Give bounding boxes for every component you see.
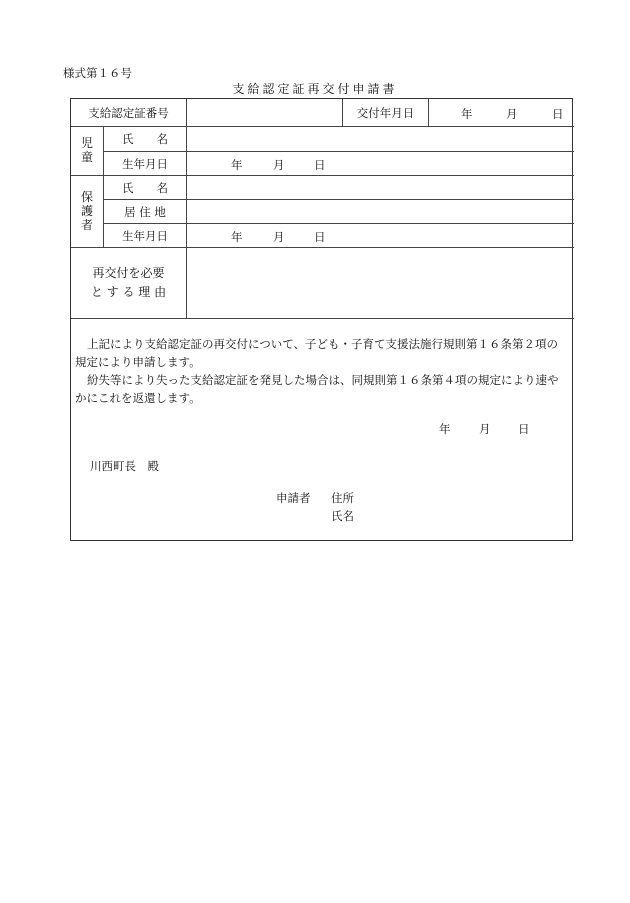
cert-number-field[interactable] [187, 99, 342, 126]
guardian-char: 者 [80, 218, 93, 232]
reason-label-line: 再交付を必要 [92, 266, 165, 280]
month-label: 月 [273, 230, 285, 244]
row-divider [71, 318, 574, 319]
submission-year: 年 [439, 422, 451, 436]
submission-month: 月 [479, 422, 491, 436]
year-label: 年 [231, 230, 243, 244]
guardian-group-label [71, 190, 103, 232]
guardian-residence-field[interactable] [187, 200, 574, 223]
child-birthdate-field[interactable] [187, 152, 574, 175]
month-label: 月 [506, 107, 518, 121]
day-label: 日 [552, 107, 564, 121]
form-number: 様式第１６号 [63, 66, 132, 80]
guardian-char: 護 [80, 204, 93, 218]
year-label: 年 [461, 107, 473, 121]
guardian-name-field[interactable] [187, 176, 574, 199]
guardian-birthdate-label: 生年月日 [122, 228, 168, 243]
day-label: 日 [314, 158, 326, 172]
declaration-text [75, 335, 568, 407]
declaration-paragraph: 上記により支給認定証の再交付について、子ども・子育て支援法施行規則第１６条第２項の規定により申請します。 [75, 337, 559, 369]
child-name-field[interactable] [187, 127, 574, 151]
reason-label-line: と す る 理 由 [90, 285, 167, 299]
guardian-name-label: 氏 名 [122, 180, 168, 195]
reason-field[interactable] [187, 248, 574, 318]
child-group-label [71, 136, 103, 164]
day-label: 日 [314, 230, 326, 244]
guardian-char: 保 [80, 190, 93, 204]
month-label: 月 [273, 158, 285, 172]
submission-day: 日 [518, 422, 530, 436]
child-char: 童 [80, 150, 93, 164]
applicant-address-label: 住所 [331, 491, 354, 505]
child-birthdate-label: 生年月日 [122, 156, 168, 171]
application-form [70, 98, 573, 541]
reason-label [71, 248, 186, 318]
applicant-label: 申請者 [276, 491, 311, 505]
child-name-label: 氏 名 [122, 132, 168, 146]
cert-number-label: 支給認定証番号 [88, 105, 169, 120]
guardian-residence-label: 居 住 地 [124, 204, 166, 219]
issue-date-label: 交付年月日 [356, 105, 415, 120]
issue-date-field[interactable] [429, 99, 574, 126]
addressee: 川西町長 殿 [90, 459, 159, 473]
document-title: 支給認定証再交付申請書 [232, 82, 398, 96]
applicant-name-label: 氏名 [331, 509, 354, 523]
declaration-paragraph: 紛失等により失った支給認定証を発見した場合は、同規則第１６条第４項の規定により速やかにこれを返還します。 [75, 373, 559, 405]
child-char: 児 [80, 136, 93, 150]
year-label: 年 [231, 158, 243, 172]
guardian-birthdate-field[interactable] [187, 224, 574, 247]
